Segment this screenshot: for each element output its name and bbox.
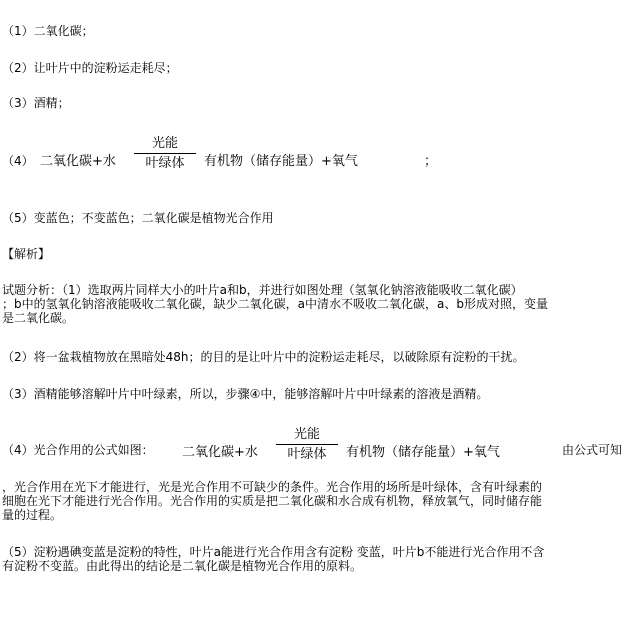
formula-products: 有机物（储存能量）+氧气 xyxy=(204,154,358,169)
arrow-line xyxy=(276,444,338,445)
condition-bottom: 叶绿体 xyxy=(145,156,185,171)
analysis-line: 是二氧化碳。 xyxy=(2,311,75,325)
arrow-line xyxy=(134,153,196,154)
reaction-arrow xyxy=(276,427,338,462)
analysis-paragraph-2: （2）将一盆栽植物放在黑暗处48h；的目的是让叶片中的淀粉运走耗尽，以破除原有淀粉的干扰。 xyxy=(2,350,525,364)
analysis-paragraph-4-body xyxy=(2,480,628,522)
analysis-line: 有淀粉不变蓝。由此得出的结论是二氧化碳是植物光合作用的原料。 xyxy=(2,559,363,573)
analysis-line: 量的过程。 xyxy=(2,508,63,522)
formula-reactants: 二氧化碳+水 xyxy=(182,445,258,460)
formula-answer xyxy=(40,136,440,190)
analysis-paragraph-1 xyxy=(2,283,628,325)
condition-top: 光能 xyxy=(151,136,178,151)
formula-reactants: 二氧化碳+水 xyxy=(40,154,116,169)
reaction-arrow xyxy=(134,136,196,171)
answer-3: （3）酒精； xyxy=(2,96,70,110)
answer-4-prefix: （4） xyxy=(2,154,34,168)
analysis-line: （5）淀粉遇碘变蓝是淀粉的特性，叶片a能进行光合作用含有淀粉 变蓝，叶片b不能进行光合作用不含 xyxy=(2,545,545,559)
answer-2: （2）让叶片中的淀粉运走耗尽； xyxy=(2,61,178,75)
analysis-paragraph-4-prefix: （4）光合作用的公式如图： xyxy=(2,443,154,457)
analysis-heading: 【解析】 xyxy=(2,247,51,261)
analysis-line: ，光合作用在光下才能进行，光是光合作用不可缺少的条件。光合作用的场所是叶绿体，含有叶绿素的 xyxy=(2,480,543,494)
condition-bottom: 叶绿体 xyxy=(287,447,327,462)
analysis-line: 细胞在光下才能进行光合作用。光合作用的实质是把二氧化碳和水合成有机物，释放氧气，同时储存能 xyxy=(2,494,543,508)
analysis-paragraph-5 xyxy=(2,545,628,573)
analysis-paragraph-3: （3）酒精能够溶解叶片中叶绿素，所以，步骤④中，能够溶解叶片中叶绿素的溶液是酒精。 xyxy=(2,387,489,401)
analysis-line: ；b中的氢氧化钠溶液能吸收二氧化碳，缺少二氧化碳，a中清水不吸收二氧化碳，a、b形成对照，变量 xyxy=(2,297,548,311)
answer-4-suffix: ； xyxy=(424,154,438,169)
analysis-paragraph-4-suffix: 由公式可知 xyxy=(562,443,623,457)
formula-products: 有机物（储存能量）+氧气 xyxy=(346,445,500,460)
formula-analysis xyxy=(182,427,562,481)
answer-5: （5）变蓝色；不变蓝色；二氧化碳是植物光合作用 xyxy=(2,211,274,225)
answer-1: （1）二氧化碳； xyxy=(2,24,94,38)
condition-top: 光能 xyxy=(293,427,320,442)
analysis-line: 试题分析：（1）选取两片同样大小的叶片a和b，并进行如图处理（氢氧化钠溶液能吸收二氧化碳） xyxy=(2,283,523,297)
